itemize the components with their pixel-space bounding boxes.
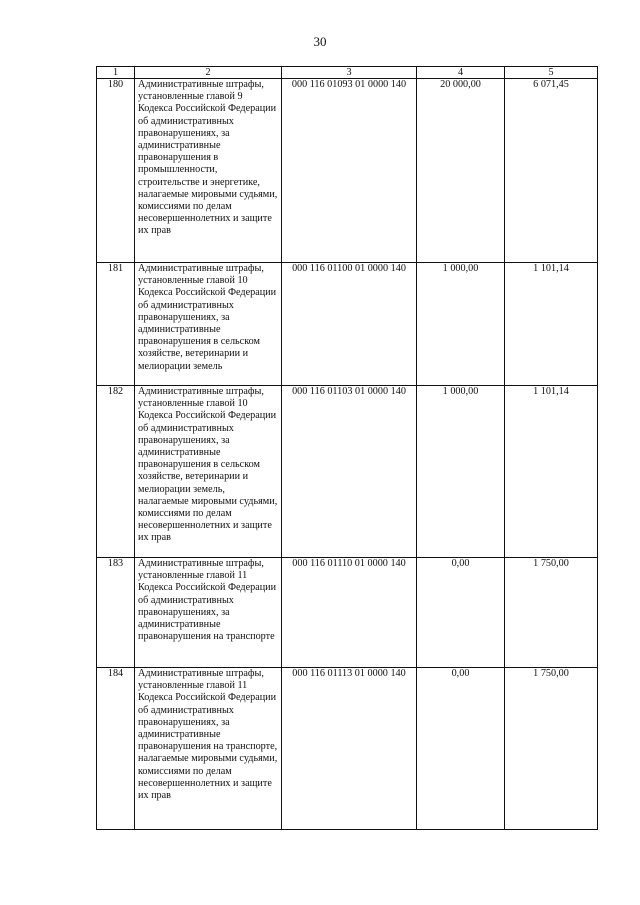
header-col-1: 1 [97, 67, 135, 79]
row-code: 000 116 01113 01 0000 140 [282, 668, 417, 830]
budget-table [96, 66, 598, 830]
page-number: 30 [313, 34, 327, 49]
row-value-col5: 1 101,14 [505, 263, 598, 386]
row-code: 000 116 01110 01 0000 140 [282, 558, 417, 668]
row-number: 182 [97, 386, 135, 558]
row-description: Административные штрафы, установленные главой 9 Кодекса Российской Федерации об административных правонарушениях, за административные правонарушения в промышленности, строительстве и энергетике, налагаемые мировыми судьями, комиссиями по делам несовершеннолетних и защите их прав [135, 79, 282, 263]
table-row [97, 386, 598, 558]
header-col-5: 5 [505, 67, 598, 79]
table-row [97, 79, 598, 263]
row-description: Административные штрафы, установленные главой 10 Кодекса Российской Федерации об административных правонарушениях, за административные правонарушения в сельском хозяйстве, ветеринарии и мелиорации земель, налагаемые мировыми судьями, комиссиями по делам несовершеннолетних и защите их прав [135, 386, 282, 558]
row-value-col4: 0,00 [417, 668, 505, 830]
row-code: 000 116 01093 01 0000 140 [282, 79, 417, 263]
header-col-4: 4 [417, 67, 505, 79]
row-value-col5: 1 101,14 [505, 386, 598, 558]
row-value-col4: 20 000,00 [417, 79, 505, 263]
row-number: 180 [97, 79, 135, 263]
row-value-col4: 1 000,00 [417, 263, 505, 386]
row-value-col5: 6 071,45 [505, 79, 598, 263]
table-row [97, 263, 598, 386]
row-description: Административные штрафы, установленные главой 11 Кодекса Российской Федерации об административных правонарушениях, за административные правонарушения на транспорте, налагаемые мировыми судьями, комиссиями по делам несовершеннолетних и защите их прав [135, 668, 282, 830]
row-value-col5: 1 750,00 [505, 558, 598, 668]
row-value-col4: 0,00 [417, 558, 505, 668]
row-number: 184 [97, 668, 135, 830]
header-col-2: 2 [135, 67, 282, 79]
row-number: 181 [97, 263, 135, 386]
row-value-col4: 1 000,00 [417, 386, 505, 558]
row-value-col5: 1 750,00 [505, 668, 598, 830]
table-row [97, 668, 598, 830]
row-number: 183 [97, 558, 135, 668]
table-row [97, 558, 598, 668]
row-code: 000 116 01100 01 0000 140 [282, 263, 417, 386]
row-code: 000 116 01103 01 0000 140 [282, 386, 417, 558]
header-col-3: 3 [282, 67, 417, 79]
row-description: Административные штрафы, установленные главой 11 Кодекса Российской Федерации об административных правонарушениях, за административные правонарушения на транспорте [135, 558, 282, 668]
row-description: Административные штрафы, установленные главой 10 Кодекса Российской Федерации об административных правонарушениях, за административные правонарушения в сельском хозяйстве, ветеринарии и мелиорации земель [135, 263, 282, 386]
table-header-row [97, 67, 598, 79]
